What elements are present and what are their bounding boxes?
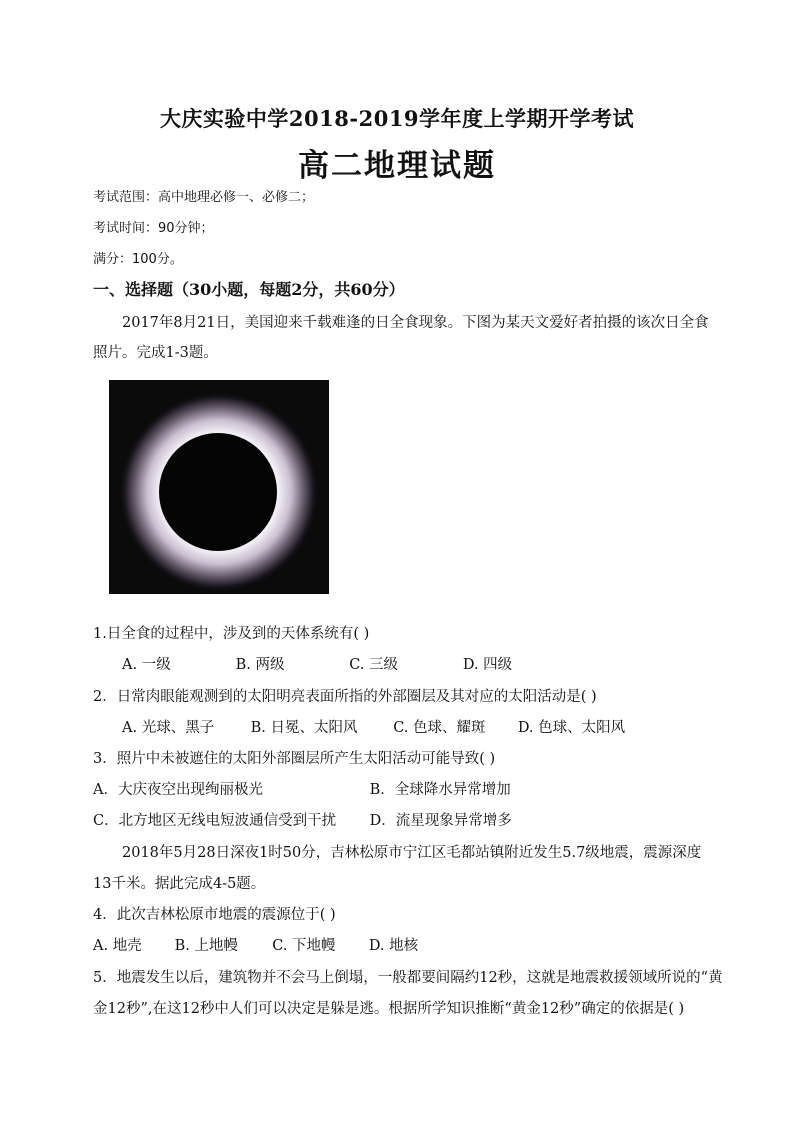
exam-title: 大庆实验中学2018-2019学年度上学期开学考试 bbox=[159, 106, 635, 131]
option-c[interactable]: C. 色球、耀斑 bbox=[393, 720, 486, 736]
question-1-options bbox=[122, 653, 512, 674]
question-3-options-row-1 bbox=[93, 778, 511, 799]
question-4-options bbox=[93, 934, 418, 955]
exam-score: 满分：100分。 bbox=[93, 252, 183, 267]
intro-paragraph-line: 2018年5月28日深夜1时50分，吉林松原市宁江区毛都站镇附近发生5.7级地震，震源深度 bbox=[122, 845, 702, 861]
solar-eclipse-photo bbox=[109, 380, 329, 594]
option-a[interactable]: A. 一级 bbox=[122, 657, 171, 673]
exam-subject-title: 高二地理试题 bbox=[298, 148, 496, 184]
option-c[interactable]: C. 下地幔 bbox=[272, 938, 336, 954]
option-a[interactable]: A. 光球、黑子 bbox=[122, 720, 215, 736]
option-b[interactable]: B．全球降水异常增加 bbox=[369, 782, 511, 798]
option-d[interactable]: D．流星现象异常增多 bbox=[369, 813, 512, 829]
intro-paragraph-line: 13千米。据此完成4-5题。 bbox=[93, 876, 266, 892]
option-b[interactable]: B. 日冕、太阳风 bbox=[250, 720, 358, 736]
question-2-stem: 2．日常肉眼能观测到的太阳明亮表面所指的外部圈层及其对应的太阳活动是( ) bbox=[93, 689, 597, 705]
question-4-stem: 4．此次吉林松原市地震的震源位于( ) bbox=[93, 907, 336, 923]
question-3-options-row-2 bbox=[93, 809, 512, 830]
option-a[interactable]: A．大庆夜空出现绚丽极光 bbox=[93, 782, 263, 798]
question-5-stem-line: 5．地震发生以后，建筑物并不会马上倒塌，一般都要间隔约12秒，这就是地震救援领域所说的“黄 bbox=[93, 970, 723, 986]
option-b[interactable]: B. 两级 bbox=[235, 657, 285, 673]
intro-paragraph-line: 照片。完成1-3题。 bbox=[93, 345, 218, 361]
exam-time: 考试时间：90分钟； bbox=[93, 221, 214, 236]
question-2-options bbox=[122, 716, 625, 737]
question-3-stem: 3．照片中未被遮住的太阳外部圈层所产生太阳活动可能导致( ) bbox=[93, 751, 496, 767]
question-1-stem: 1.日全食的过程中，涉及到的天体系统有( ) bbox=[93, 626, 370, 642]
question-5-stem-line: 金12秒”,在这12秒中人们可以决定是躲是逃。根据所学知识推断“黄金12秒”确定的依据是( ) bbox=[93, 1001, 685, 1017]
option-d[interactable]: D. 色球、太阳风 bbox=[517, 720, 626, 736]
section-heading: 一、选择题（30小题，每题2分，共60分） bbox=[93, 280, 405, 299]
option-b[interactable]: B. 上地幔 bbox=[174, 938, 238, 954]
option-d[interactable]: D. 四级 bbox=[462, 657, 513, 673]
option-d[interactable]: D. 地核 bbox=[368, 938, 419, 954]
exam-scope: 考试范围：高中地理必修一、必修二； bbox=[93, 190, 315, 205]
option-a[interactable]: A. 地壳 bbox=[93, 938, 142, 954]
option-c[interactable]: C．北方地区无线电短波通信受到干扰 bbox=[93, 813, 337, 829]
option-c[interactable]: C. 三级 bbox=[349, 657, 399, 673]
intro-paragraph-line: 2017年8月21日，美国迎来千载难逢的日全食现象。下图为某天文爱好者拍摄的该次日全食 bbox=[122, 315, 709, 331]
